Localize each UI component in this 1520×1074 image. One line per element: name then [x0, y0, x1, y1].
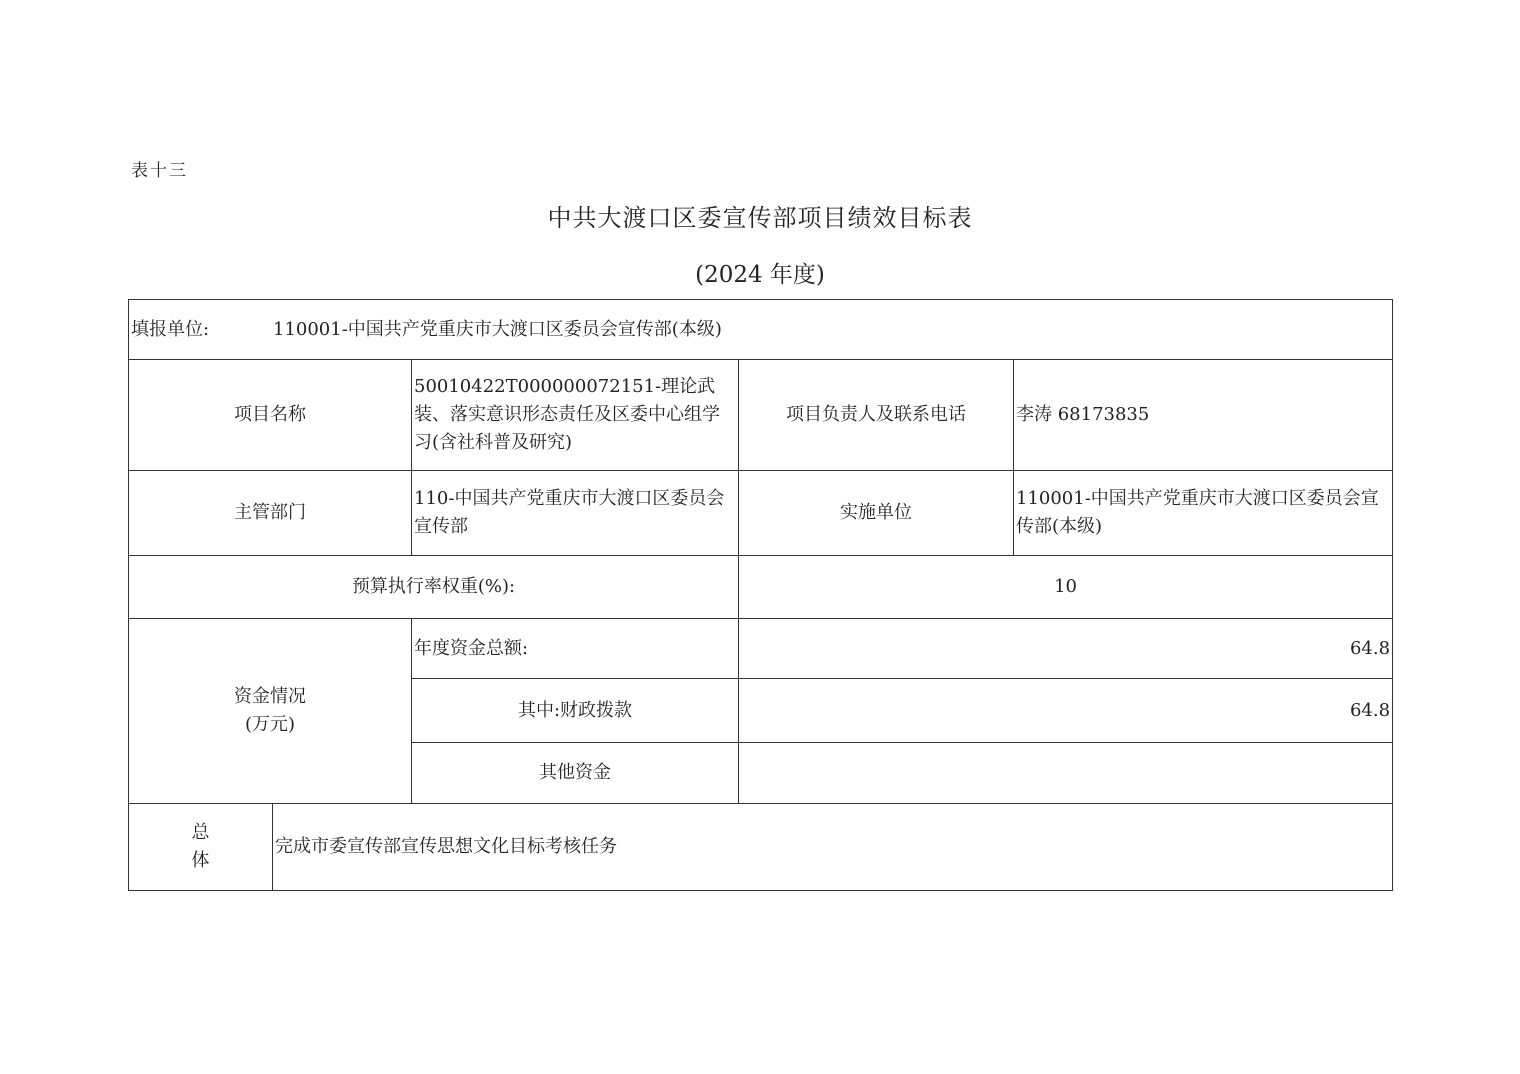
annual-total-row	[129, 619, 1393, 679]
project-lead-value: 李涛 68173835	[1014, 360, 1393, 471]
project-name-value: 50010422T000000072151-理论武装、落实意识形态责任及区委中心组学习(含社科普及研究)	[412, 360, 739, 471]
year-subtitle: (2024 年度)	[695, 262, 825, 288]
overall-label	[129, 804, 273, 891]
project-name-label: 项目名称	[129, 360, 412, 471]
department-label: 主管部门	[129, 471, 412, 556]
annual-total-label: 年度资金总额:	[412, 619, 739, 679]
overall-label-line2: 体	[191, 850, 210, 871]
funding-label-line1: 资金情况	[234, 686, 306, 707]
reporting-unit-value: 110001-中国共产党重庆市大渡口区委员会宣传部(本级)	[273, 318, 722, 340]
department-value: 110-中国共产党重庆市大渡口区委员会宣传部	[412, 471, 739, 556]
annual-total-value: 64.8	[739, 619, 1393, 679]
budget-weight-value: 10	[739, 556, 1393, 619]
overall-label-line1: 总	[191, 822, 210, 843]
page-title: 中共大渡口区委宣传部项目绩效目标表	[547, 204, 973, 232]
funding-label	[129, 619, 412, 804]
overall-goal-row	[129, 804, 1393, 891]
implementing-unit-value: 110001-中国共产党重庆市大渡口区委员会宣传部(本级)	[1014, 471, 1393, 556]
table-number: 表十三	[131, 161, 188, 181]
budget-weight-row	[129, 556, 1393, 619]
performance-target-table	[128, 299, 1393, 891]
other-funds-value	[739, 743, 1393, 804]
overall-goal-value: 完成市委宣传部宣传思想文化目标考核任务	[273, 804, 1393, 891]
budget-weight-label: 预算执行率权重(%):	[129, 556, 739, 619]
project-lead-label: 项目负责人及联系电话	[739, 360, 1014, 471]
fiscal-label: 其中:财政拨款	[412, 679, 739, 743]
reporting-unit-row	[129, 300, 1393, 360]
reporting-unit-cell	[129, 300, 1393, 360]
fiscal-value: 64.8	[739, 679, 1393, 743]
project-name-row	[129, 360, 1393, 471]
department-row	[129, 471, 1393, 556]
funding-label-line2: (万元)	[244, 714, 296, 735]
reporting-unit-label: 填报单位:	[131, 318, 210, 340]
implementing-unit-label: 实施单位	[739, 471, 1014, 556]
other-funds-label: 其他资金	[412, 743, 739, 804]
